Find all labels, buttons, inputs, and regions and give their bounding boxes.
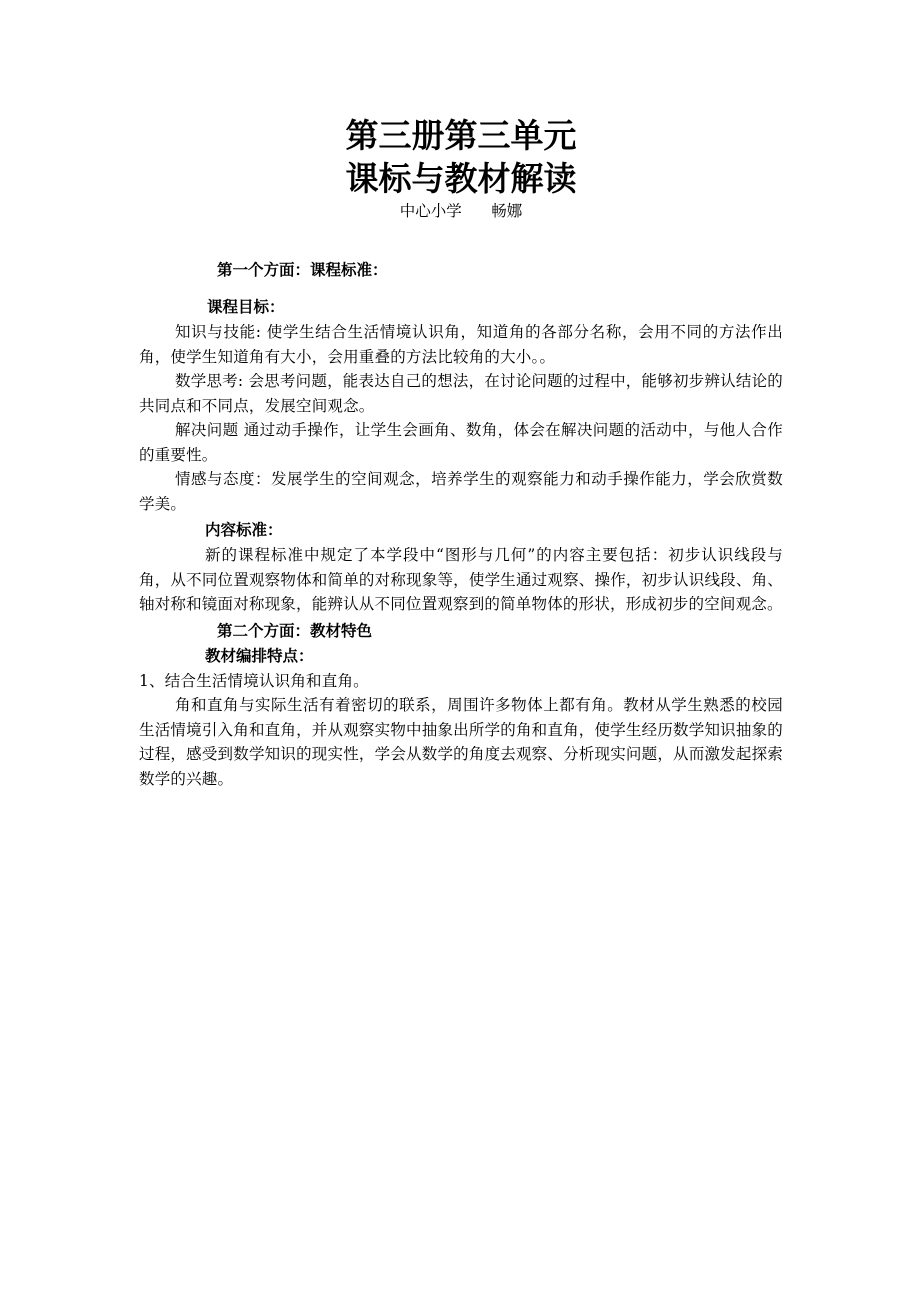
goal-attitude: 情感与态度：发展学生的空间观念，培养学生的观察能力和动手操作能力，学会欣赏数学美。 bbox=[139, 470, 783, 513]
goal-problem-solving: 解决问题 通过动手操作，让学生会画角、数角，体会在解决问题的活动中，与他人合作的重要性。 bbox=[139, 421, 783, 464]
title-line-1: 第三册第三单元 bbox=[345, 116, 577, 155]
goal-math-thinking: 数学思考: 会思考问题，能表达自己的想法，在讨论问题的过程中，能够初步辨认结论的共同点和不同点，发展空间观念。 bbox=[139, 372, 783, 415]
author-line: 中心小学 畅娜 bbox=[399, 202, 523, 220]
item-1-title: 1、结合生活情境认识角和直角。 bbox=[139, 671, 369, 690]
title-line-2: 课标与教材解读 bbox=[345, 159, 577, 198]
goals-heading: 课程目标： bbox=[207, 298, 285, 316]
content-standard-heading: 内容标准： bbox=[205, 521, 283, 539]
item-1-paragraph: 角和直角与实际生活有着密切的联系，周围许多物体上都有角。教材从学生熟悉的校园生活情境引入角和直角，并从观察实物中抽象出所学的角和直角，使学生经历数学知识抽象的过程，感受到数学知识的现实性，学会从数学的角度去观察、分析现实问题，从而激发起探索数学的兴趣。 bbox=[139, 696, 783, 788]
document-body bbox=[139, 114, 783, 791]
section-2-heading: 第二个方面：教材特色 bbox=[217, 621, 373, 640]
section-1-heading: 第一个方面：课程标准： bbox=[217, 261, 388, 279]
content-standard-paragraph: 新的课程标准中规定了本学段中“图形与几何”的内容主要包括：初步认识线段与角，从不同位置观察物体和简单的对称现象等，使学生通过观察、操作，初步认识线段、角、轴对称和镜面对称现象，能辨认从不同位置观察到的简单物体的形状，形成初步的空间观念。 bbox=[139, 546, 783, 613]
goal-knowledge: 知识与技能: 使学生结合生活情境认识角，知道角的各部分名称，会用不同的方法作出角，使学生知道角有大小，会用重叠的方法比较角的大小。。 bbox=[139, 323, 783, 366]
arrangement-heading: 教材编排特点： bbox=[205, 646, 314, 665]
